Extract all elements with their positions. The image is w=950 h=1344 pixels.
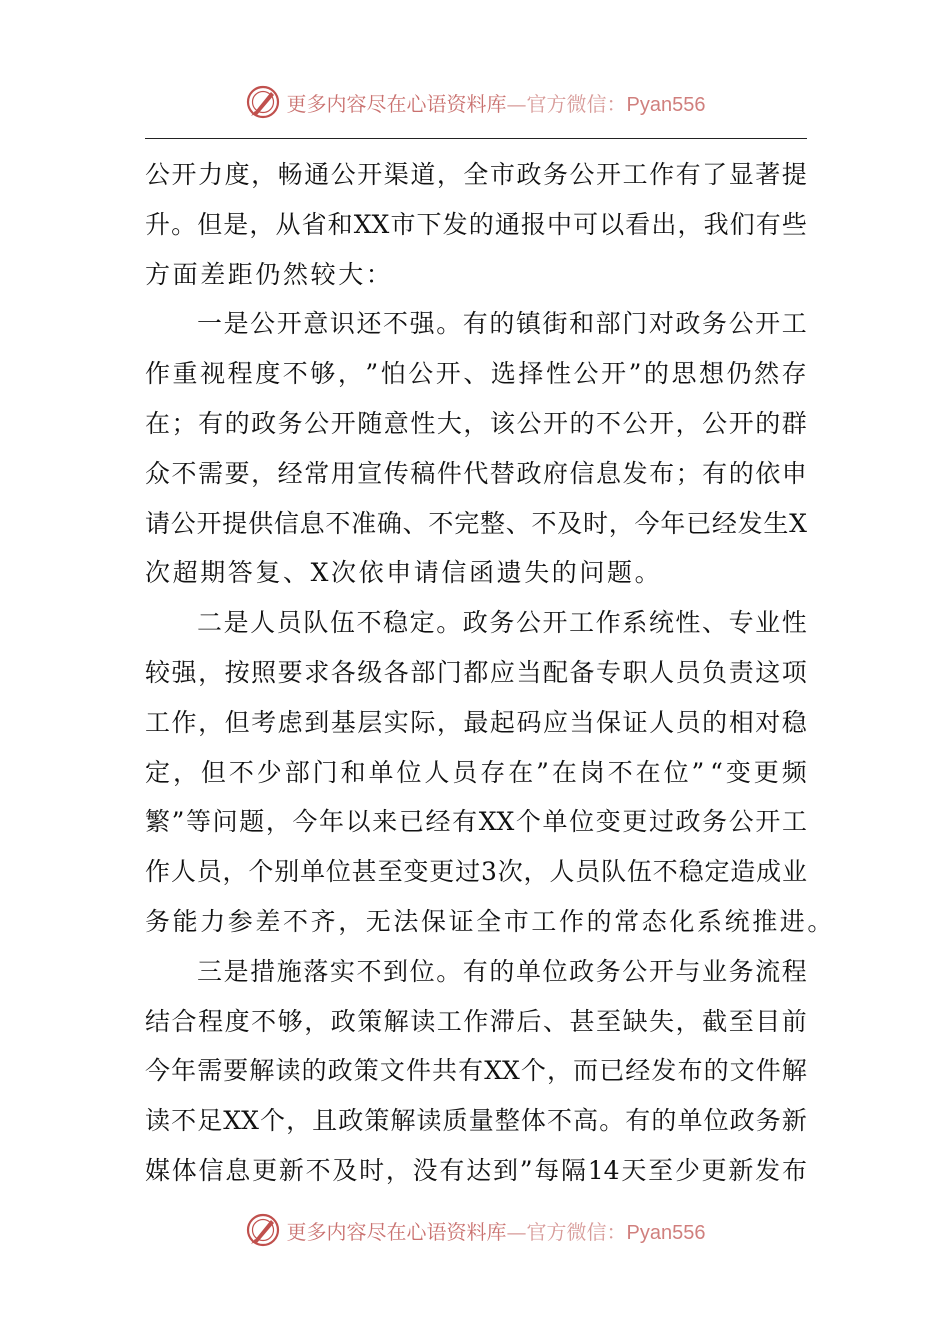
footer-banner-text xyxy=(287,1216,706,1245)
body-text-line: 工 作 ， 但 考 虑 到 基 层 实 际 ， 最 起 码 应 当 保 证 人 员 的 相 对 稳 xyxy=(145,707,807,737)
banner-site-name: 更多内容尽在心语资料库 xyxy=(286,91,507,116)
header-divider xyxy=(145,138,807,139)
header-banner xyxy=(0,80,950,124)
body-text-line: 读 不 足 XX 个 ， 且 政 策 解 读 质 量 整 体 不 高 。 有 的 单 位 政 务 新 xyxy=(145,1106,807,1136)
body-text-line: 二 是 人 员 队 伍 不 稳 定 。 政 务 公 开 工 作 系 统 性 、 专 业 性 xyxy=(197,608,807,638)
body-text-line: 较 强 ， 按 照 要 求 各 级 各 部 门 都 应 当 配 备 专 职 人 员 负 责 这 项 xyxy=(145,657,807,687)
body-text-line: 方面差距仍然较大： xyxy=(145,259,394,289)
body-text-line: 三 是 措 施 落 实 不 到 位 。 有 的 单 位 政 务 公 开 与 业 务 流 程 xyxy=(197,956,807,986)
body-text-line: 今 年 需 要 解 读 的 政 策 文 件 共 有 XX 个 ， 而 已 经 发 布 的 文 件 解 xyxy=(145,1056,807,1086)
body-text-line: 繁 ” 等 问 题 ， 今 年 以 来 已 经 有 XX 个 单 位 变 更 过 政 务 公 开 工 xyxy=(145,807,807,837)
banner-dash: — xyxy=(506,1219,527,1244)
body-text-line: 定 ， 但 不 少 部 门 和 单 位 人 员 存 在 ” 在 岗 不 在 位 ” “ 变 更 频 xyxy=(145,757,807,787)
body-text-line: 作 重 视 程 度 不 够 ， ” 怕 公 开 、 选 择 性 公 开 ” 的 思 想 仍 然 存 xyxy=(145,359,807,389)
banner-site-name: 更多内容尽在心语资料库 xyxy=(286,1219,507,1244)
body-text-line: 务能力参差不齐，无法保证全市工作的常态化系统推进。 xyxy=(145,906,836,936)
banner-wechat-handle: Pyan556 xyxy=(626,93,706,116)
body-text-line: 公 开 力 度 ， 畅 通 公 开 渠 道 ， 全 市 政 务 公 开 工 作 有 了 显 著 提 xyxy=(145,160,807,189)
body-text-line: 作 人 员 ， 个 别 单 位 甚 至 变 更 过 3 次 ， 人 员 队 伍 不 稳 定 造 成 业 xyxy=(145,857,807,887)
banner-dash: — xyxy=(506,91,527,116)
body-text-line: 请 公 开 提 供 信 息 不 准 确 、 不 完 整 、 不 及 时 ， 今 年 已 经 发 生 X xyxy=(145,508,807,538)
document-body xyxy=(145,150,836,1196)
banner-wechat-handle: Pyan556 xyxy=(626,1221,706,1244)
body-text-line: 在 ； 有 的 政 务 公 开 随 意 性 大 ， 该 公 开 的 不 公 开 ， 公 开 的 群 xyxy=(145,408,807,438)
banner-contact-label: 官方微信： xyxy=(526,1219,627,1244)
body-text-line: 一 是 公 开 意 识 还 不 强 。 有 的 镇 街 和 部 门 对 政 务 公 开 工 xyxy=(197,309,807,339)
footer-banner xyxy=(0,1208,950,1252)
body-text-line: 次超期答复、X次依申请信函遗失的问题。 xyxy=(145,558,663,588)
body-text-line: 结 合 程 度 不 够 ， 政 策 解 读 工 作 滞 后 、 甚 至 缺 失 ， 截 至 目 前 xyxy=(145,1006,807,1036)
body-text-line: 升 。 但 是 ， 从 省 和 XX 市 下 发 的 通 报 中 可 以 看 出 ， 我 们 有 些 xyxy=(145,209,807,239)
body-text-line: 媒 体 信 息 更 新 不 及 时 ， 没 有 达 到 ” 每 隔 14 天 至 少 更 新 发 布 xyxy=(145,1155,807,1185)
header-banner-text xyxy=(287,88,706,117)
pen-seal-logo-icon xyxy=(245,1212,281,1248)
body-text-line: 众 不 需 要 ， 经 常 用 宣 传 稿 件 代 替 政 府 信 息 发 布 ； 有 的 依 申 xyxy=(145,458,807,488)
banner-contact-label: 官方微信： xyxy=(526,91,627,116)
pen-seal-logo-icon xyxy=(245,84,281,120)
